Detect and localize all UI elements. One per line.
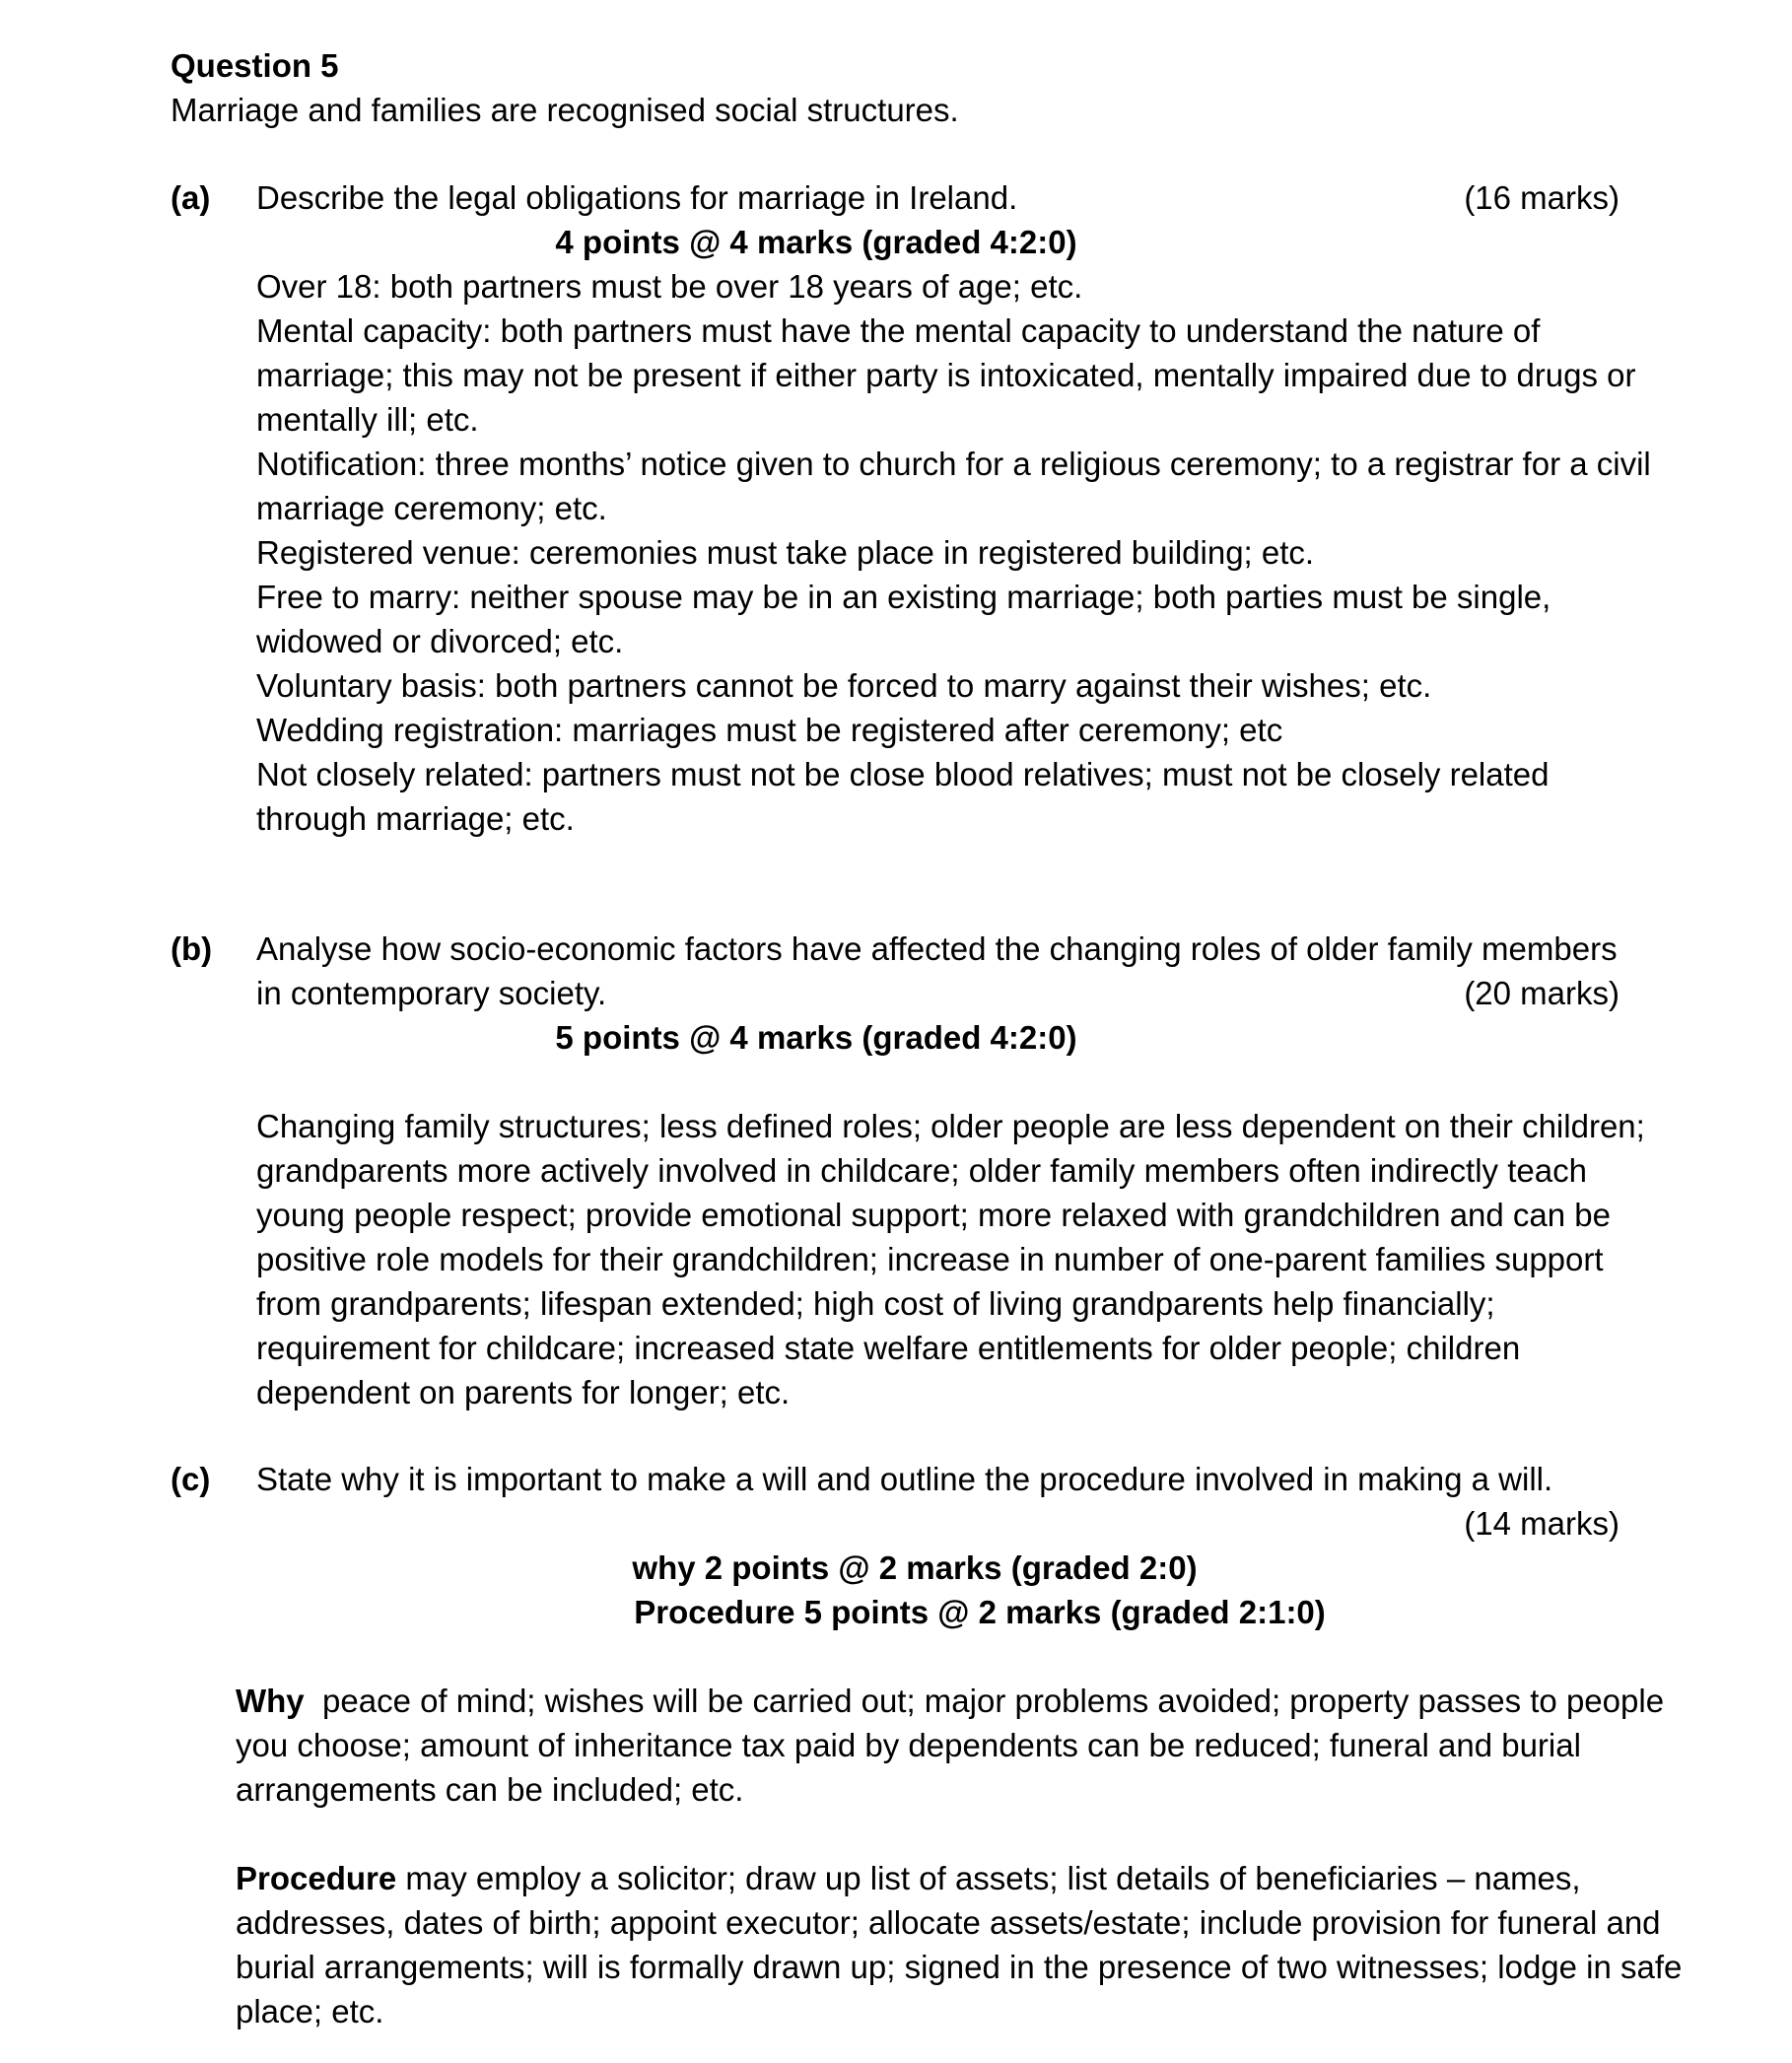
part-c-procedure-paragraph (236, 1856, 1682, 2033)
part-a-line: Notification: three months’ notice given to church for a religious ceremony; to a registrar for a civil (256, 446, 1651, 482)
part-c-procedure-line: addresses, dates of birth; appoint executor; allocate assets/estate; include provision for funeral and (236, 1904, 1661, 1941)
part-a-line: Mental capacity: both partners must have the mental capacity to understand the nature of (256, 312, 1541, 349)
part-a-line: marriage; this may not be present if either party is intoxicated, mentally impaired due to drugs or (256, 357, 1636, 393)
part-c-prompt: State why it is important to make a will and outline the procedure involved in making a will. (256, 1461, 1553, 1497)
part-c-label: (c) (171, 1461, 211, 1497)
part-a-line: widowed or divorced; etc. (256, 623, 624, 659)
part-a-line: Voluntary basis: both partners cannot be forced to marry against their wishes; etc. (256, 667, 1432, 704)
part-b-line: positive role models for their grandchildren; increase in number of one-parent families support (256, 1241, 1604, 1277)
part-a-line: Wedding registration: marriages must be registered after ceremony; etc (256, 712, 1283, 748)
part-a-line: through marriage; etc. (256, 800, 575, 837)
part-a-scheme: 4 points @ 4 marks (graded 4:2:0) (555, 224, 1077, 260)
part-b-line: requirement for childcare; increased state welfare entitlements for older people; children (256, 1330, 1521, 1366)
part-a-prompt: Describe the legal obligations for marriage in Ireland. (256, 179, 1018, 216)
part-b-line: dependent on parents for longer; etc. (256, 1374, 791, 1410)
part-c-scheme-procedure: Procedure 5 points @ 2 marks (graded 2:1:0) (634, 1594, 1326, 1630)
question-intro: Marriage and families are recognised social structures. (171, 92, 959, 128)
part-c-why-paragraph (236, 1679, 1664, 1812)
part-a-line: Not closely related: partners must not be close blood relatives; must not be closely related (256, 756, 1550, 792)
part-c-procedure-first-line (236, 1856, 1682, 1900)
why-heading: Why (236, 1683, 305, 1719)
part-c-why-line: you choose; amount of inheritance tax paid by dependents can be reduced; funeral and burial (236, 1727, 1581, 1763)
part-c-procedure-line: burial arrangements; will is formally drawn up; signed in the presence of two witnesses; lodge in safe (236, 1949, 1683, 1985)
part-b-line: Changing family structures; less defined roles; older people are less dependent on their children; (256, 1108, 1645, 1144)
why-first-text: peace of mind; wishes will be carried out; major problems avoided; property passes to people (304, 1683, 1665, 1719)
part-a-line: marriage ceremony; etc. (256, 490, 607, 526)
part-b-line: from grandparents; lifespan extended; high cost of living grandparents help financially; (256, 1285, 1495, 1322)
part-b-prompt-line2: in contemporary society. (256, 975, 607, 1011)
procedure-first-text: may employ a solicitor; draw up list of assets; list details of beneficiaries – names, (396, 1860, 1581, 1896)
part-b-answer-paragraph (256, 1104, 1645, 1414)
part-c-why-first-line (236, 1679, 1664, 1723)
part-b-line: young people respect; provide emotional support; more relaxed with grandchildren and can be (256, 1197, 1612, 1233)
part-c-marks: (14 marks) (1464, 1505, 1620, 1542)
part-a-line: mentally ill; etc. (256, 401, 479, 438)
part-b-line: grandparents more actively involved in childcare; older family members often indirectly teach (256, 1152, 1587, 1189)
part-b-label: (b) (171, 930, 213, 967)
question-title: Question 5 (171, 47, 339, 84)
part-b-scheme: 5 points @ 4 marks (graded 4:2:0) (555, 1019, 1077, 1056)
part-a-line: Over 18: both partners must be over 18 years of age; etc. (256, 268, 1083, 305)
part-b-prompt-line1: Analyse how socio-economic factors have affected the changing roles of older family members (256, 930, 1618, 967)
part-a-answer-list (256, 264, 1651, 841)
part-c-scheme-why: why 2 points @ 2 marks (graded 2:0) (632, 1549, 1198, 1586)
part-a-line: Registered venue: ceremonies must take place in registered building; etc. (256, 534, 1315, 571)
part-c-why-line: arrangements can be included; etc. (236, 1771, 744, 1808)
part-a-label: (a) (171, 179, 211, 216)
part-c-procedure-line: place; etc. (236, 1993, 384, 2029)
part-a-line: Free to marry: neither spouse may be in an existing marriage; both parties must be single, (256, 579, 1551, 615)
part-a-marks: (16 marks) (1464, 179, 1620, 216)
procedure-heading: Procedure (236, 1860, 397, 1896)
part-b-marks: (20 marks) (1464, 975, 1620, 1011)
